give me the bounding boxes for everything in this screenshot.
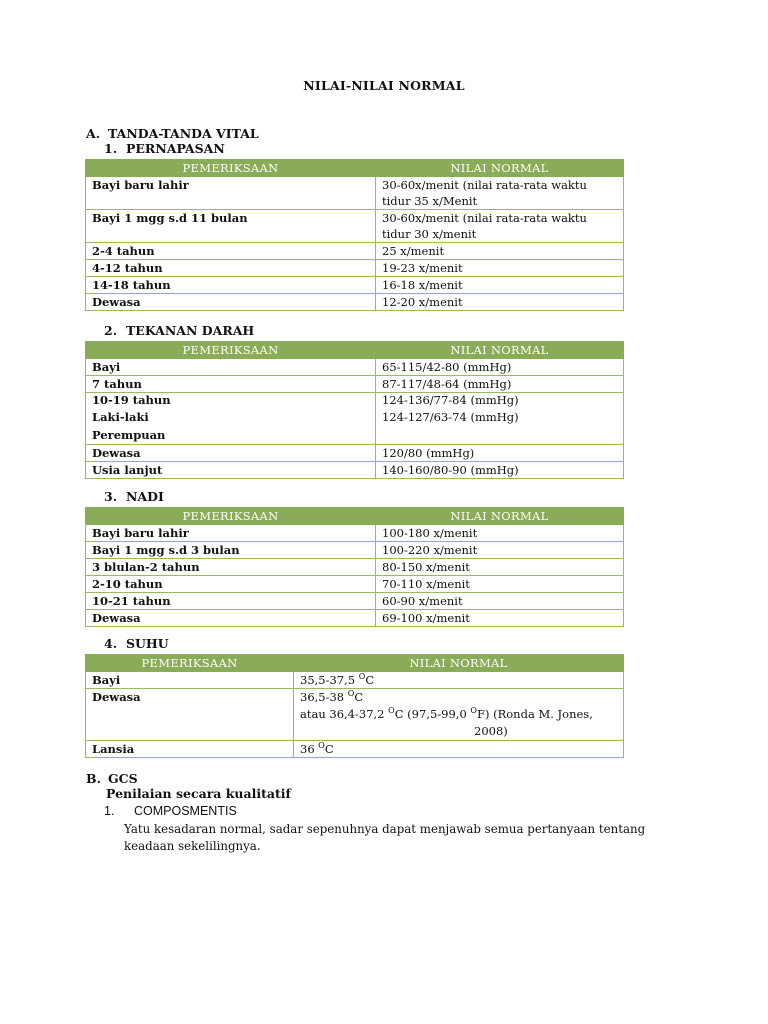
row-label: 7 tahun	[86, 376, 376, 393]
header-pemeriksaan: PEMERIKSAAN	[86, 342, 376, 359]
row-value	[294, 741, 624, 758]
table-row	[86, 445, 624, 462]
row-value: 60-90 x/menit	[376, 593, 624, 610]
row-value-line: 30-60x/menit (nilai rata-rata waktu	[382, 211, 587, 225]
table-row	[86, 462, 624, 479]
table-tekanan-darah	[85, 341, 624, 479]
row-value: 100-220 x/menit	[376, 542, 624, 559]
table-suhu	[85, 654, 624, 758]
table-row	[86, 359, 624, 376]
row-value	[294, 689, 624, 741]
row-value-line: tidur 35 x/Menit	[382, 194, 478, 208]
row-label: Bayi	[86, 672, 294, 689]
row-label: 4-12 tahun	[86, 260, 376, 277]
row-label: Bayi 1 mgg s.d 3 bulan	[86, 542, 376, 559]
page-title: NILAI-NILAI NORMAL	[303, 78, 465, 93]
row-value: 65-115/42-80 (mmHg)	[376, 359, 624, 376]
row-label: Usia lanjut	[86, 462, 376, 479]
header-nilai-normal: NILAI NORMAL	[376, 160, 624, 177]
subsection-2-heading: TEKANAN DARAH	[126, 323, 255, 338]
row-value-line: 124-127/63-74 (mmHg)	[382, 410, 519, 424]
row-label: 14-18 tahun	[86, 277, 376, 294]
row-value-line	[300, 689, 617, 706]
row-label: Bayi baru lahir	[86, 525, 376, 542]
table-row	[86, 593, 624, 610]
row-label: 2-10 tahun	[86, 576, 376, 593]
row-label: Bayi	[86, 359, 376, 376]
table-row	[86, 277, 624, 294]
degree-symbol: O	[358, 672, 366, 681]
row-value: 25 x/menit	[376, 243, 624, 260]
row-label-line: Perempuan	[92, 428, 166, 442]
table-row	[86, 559, 624, 576]
row-value-line	[300, 706, 617, 723]
subsection-3-heading: NADI	[126, 489, 164, 504]
section-a-heading: TANDA-TANDA VITAL	[108, 126, 259, 141]
subsection-1-marker: 1.	[104, 141, 118, 156]
row-value: 87-117/48-64 (mmHg)	[376, 376, 624, 393]
row-value: 140-160/80-90 (mmHg)	[376, 462, 624, 479]
table-header-row	[86, 655, 624, 672]
row-label: Bayi 1 mgg s.d 11 bulan	[86, 210, 376, 243]
row-value	[294, 672, 624, 689]
row-value: 16-18 x/menit	[376, 277, 624, 294]
subsection-4-heading: SUHU	[126, 636, 169, 651]
temp-value: F) (Ronda M. Jones,	[476, 707, 593, 721]
section-b-marker: B.	[86, 771, 101, 786]
table-row	[86, 741, 624, 758]
gcs-description-line: Yatu kesadaran normal, sadar sepenuhnya dapat menjawab semua pertanyaan tentang	[124, 822, 646, 836]
row-value: 120/80 (mmHg)	[376, 445, 624, 462]
row-label-line: Laki-laki	[92, 410, 149, 424]
row-label: Dewasa	[86, 294, 376, 311]
row-value-line: tidur 30 x/menit	[382, 227, 477, 241]
table-row	[86, 689, 624, 741]
temp-unit: C	[324, 742, 334, 756]
header-pemeriksaan: PEMERIKSAAN	[86, 508, 376, 525]
row-label: Dewasa	[86, 689, 294, 741]
table-row	[86, 393, 624, 445]
row-label-line: 10-19 tahun	[92, 393, 171, 407]
temp-value: C (97,5-99,0	[394, 707, 471, 721]
table-row	[86, 210, 624, 243]
row-value: 19-23 x/menit	[376, 260, 624, 277]
row-label: Bayi baru lahir	[86, 177, 376, 210]
row-value-line: 124-136/77-84 (mmHg)	[382, 393, 519, 407]
table-pernapasan	[85, 159, 624, 311]
table-row	[86, 294, 624, 311]
row-label	[86, 393, 376, 445]
row-value-line: 2008)	[474, 724, 508, 738]
row-value: 70-110 x/menit	[376, 576, 624, 593]
degree-symbol: O	[318, 741, 325, 750]
table-row	[86, 576, 624, 593]
header-pemeriksaan: PEMERIKSAAN	[86, 160, 376, 177]
row-value: 69-100 x/menit	[376, 610, 624, 627]
table-header-row	[86, 508, 624, 525]
degree-symbol: O	[347, 689, 355, 698]
gcs-description-line: keadaan sekelilingnya.	[124, 839, 261, 853]
table-row	[86, 525, 624, 542]
table-row	[86, 243, 624, 260]
row-label: 10-21 tahun	[86, 593, 376, 610]
section-b-heading: GCS	[108, 771, 138, 786]
table-row	[86, 260, 624, 277]
degree-symbol: O	[470, 706, 477, 715]
row-value: 100-180 x/menit	[376, 525, 624, 542]
row-value-line: 30-60x/menit (nilai rata-rata waktu	[382, 178, 587, 192]
table-row	[86, 376, 624, 393]
temp-value: 35,5-37,5	[300, 673, 359, 687]
gcs-item-marker: 1.	[104, 804, 115, 818]
row-label: 3 blulan-2 tahun	[86, 559, 376, 576]
row-label: Dewasa	[86, 610, 376, 627]
temp-value: 36,5-38	[300, 690, 348, 704]
table-row	[86, 610, 624, 627]
row-value	[376, 177, 624, 210]
section-a-marker: A.	[86, 126, 101, 141]
temp-value: atau 36,4-37,2	[300, 707, 389, 721]
row-value	[376, 393, 624, 445]
subsection-1-heading: PERNAPASAN	[126, 141, 225, 156]
row-label: Lansia	[86, 741, 294, 758]
degree-symbol: O	[388, 706, 395, 715]
table-row	[86, 542, 624, 559]
gcs-item-label: COMPOSMENTIS	[134, 804, 237, 818]
table-row	[86, 672, 624, 689]
table-header-row	[86, 342, 624, 359]
row-value: 12-20 x/menit	[376, 294, 624, 311]
section-b-subtitle: Penilaian secara kualitatif	[106, 786, 291, 801]
temp-unit: C	[354, 690, 364, 704]
row-label: Dewasa	[86, 445, 376, 462]
header-nilai-normal: NILAI NORMAL	[376, 342, 624, 359]
subsection-4-marker: 4.	[104, 636, 118, 651]
subsection-3-marker: 3.	[104, 489, 118, 504]
subsection-2-marker: 2.	[104, 323, 118, 338]
row-value	[376, 210, 624, 243]
row-value: 80-150 x/menit	[376, 559, 624, 576]
table-nadi	[85, 507, 624, 627]
table-row	[86, 177, 624, 210]
header-nilai-normal: NILAI NORMAL	[376, 508, 624, 525]
table-header-row	[86, 160, 624, 177]
row-label: 2-4 tahun	[86, 243, 376, 260]
temp-value: 36	[300, 742, 319, 756]
temp-unit: C	[365, 673, 375, 687]
header-nilai-normal: NILAI NORMAL	[294, 655, 624, 672]
header-pemeriksaan: PEMERIKSAAN	[86, 655, 294, 672]
